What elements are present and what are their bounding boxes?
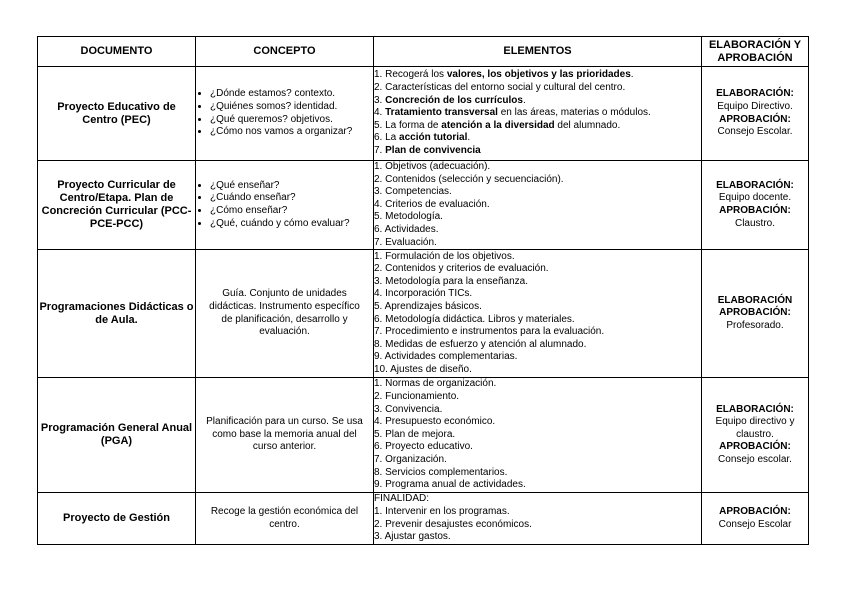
elements-cell [374, 67, 702, 161]
document-name: Programaciones Didácticas o de Aula. [38, 250, 196, 378]
element-item [374, 326, 701, 339]
element-item [374, 107, 701, 120]
concept-cell [196, 67, 374, 161]
concept-item: • ¿Cuándo enseñar? [210, 192, 373, 205]
element-item [374, 378, 701, 391]
element-text: 1. Objetivos (adecuación). [374, 161, 491, 172]
element-item [374, 174, 701, 187]
header-documento: DOCUMENTO [38, 37, 196, 67]
elements-list [374, 506, 701, 544]
element-text: 2. Prevenir desajustes económicos. [374, 518, 532, 530]
elements-list [374, 161, 701, 249]
element-text: en las áreas, materias o módulos. [497, 107, 651, 119]
elements-cell [374, 378, 702, 493]
concept-list [196, 88, 373, 138]
elaboration-value: Consejo Escolar [718, 518, 792, 530]
elaboration-label: APROBACIÓN: [719, 113, 791, 125]
element-text: 7. Organización. [374, 454, 447, 466]
element-text: 1. Normas de organización. [374, 378, 497, 390]
element-text: 2. Funcionamiento. [374, 391, 460, 403]
element-text: 4. Presupuesto económico. [374, 416, 496, 428]
element-text: 5. Metodología. [374, 211, 443, 223]
element-item [374, 531, 701, 544]
element-text: 1. Formulación de los objetivos. [374, 250, 515, 262]
elaboration-label: ELABORACIÓN: [716, 403, 794, 415]
element-item [374, 263, 701, 276]
elaboration-label: APROBACIÓN: [719, 506, 791, 518]
element-text: 8. Medidas de esfuerzo y atención al alumnado. [374, 338, 587, 350]
element-item [374, 301, 701, 314]
header-row [38, 37, 809, 67]
element-item [374, 132, 701, 145]
element-item [374, 314, 701, 327]
element-item [374, 454, 701, 467]
element-text: 2. Contenidos y criterios de evaluación. [374, 263, 549, 275]
element-text: 1. Recogerá los [374, 69, 447, 81]
concept-list [196, 180, 373, 230]
elaboration-cell [702, 378, 809, 493]
element-item [374, 82, 701, 95]
table-row [38, 250, 809, 378]
element-emphasis: acción tutorial [399, 132, 468, 144]
element-text: 10. Ajustes de diseño. [374, 364, 472, 376]
element-text: 3. Metodología para la enseñanza. [374, 275, 528, 287]
element-text: 2. Contenidos (selección y secuenciación). [374, 173, 564, 185]
concept-cell: Recoge la gestión económica del centro. [196, 493, 374, 545]
concept-item: • ¿Qué queremos? objetivos. [210, 114, 373, 127]
document-name: Proyecto Curricular de Centro/Etapa. Plan de Concreción Curricular (PCC-PCE-PCC) [38, 161, 196, 250]
element-text: 4. [374, 107, 386, 119]
concept-item: • ¿Qué enseñar? [210, 180, 373, 193]
table-row [38, 67, 809, 161]
element-text: 6. Proyecto educativo. [374, 441, 473, 453]
elaboration-value: Consejo escolar. [718, 454, 792, 466]
element-item [374, 276, 701, 289]
table-row [38, 493, 809, 545]
element-text: 3. Convivencia. [374, 403, 443, 415]
element-emphasis: atención a la diversidad [441, 119, 555, 131]
element-emphasis: Concreción de los currículos [385, 94, 523, 106]
element-item [374, 199, 701, 212]
concept-item: • ¿Cómo nos vamos a organizar? [210, 126, 373, 139]
elaboration-value: Claustro. [734, 217, 775, 229]
elaboration-cell [702, 161, 809, 250]
elaboration-cell [702, 67, 809, 161]
element-text: 7. Procedimiento e instrumentos para la evaluación. [374, 326, 605, 338]
element-text: 8. Servicios complementarios. [374, 466, 508, 478]
elaboration-label: APROBACIÓN: [719, 441, 791, 453]
elaboration-label: APROBACIÓN: [719, 205, 791, 217]
elements-cell [374, 493, 702, 545]
element-item [374, 339, 701, 352]
elaboration-label: ELABORACIÓN [717, 294, 793, 306]
element-item [374, 211, 701, 224]
element-text: 6. La [374, 132, 400, 144]
element-item [374, 186, 701, 199]
document-name: Proyecto de Gestión [38, 493, 196, 545]
element-item [374, 251, 701, 264]
element-item [374, 391, 701, 404]
element-item [374, 120, 701, 133]
element-text: 6. Metodología didáctica. Libros y materiales. [374, 313, 575, 325]
element-text: 3. Ajustar gastos. [374, 531, 451, 543]
concept-cell: Guía. Conjunto de unidades didácticas. Instrumento específico de planificación, desarrollo y evaluación. [196, 250, 374, 378]
element-item [374, 467, 701, 480]
element-item [374, 161, 701, 174]
element-item [374, 288, 701, 301]
element-text: 9. Actividades complementarias. [374, 351, 518, 363]
header-elementos: ELEMENTOS [374, 37, 702, 67]
element-item [374, 95, 701, 108]
element-item [374, 364, 701, 377]
element-item [374, 224, 701, 237]
document-name: Programación General Anual (PGA) [38, 378, 196, 493]
elaboration-value: Profesorado. [726, 319, 784, 331]
element-text: . [630, 69, 634, 81]
element-text: 5. La forma de [374, 119, 442, 131]
elements-list [374, 251, 701, 377]
elaboration-value: Equipo Directivo. [717, 100, 793, 112]
element-text: 4. Incorporación TICs. [374, 288, 473, 300]
elements-list [374, 378, 701, 491]
element-item [374, 429, 701, 442]
element-emphasis: Tratamiento transversal [385, 107, 498, 119]
element-text: 9. Programa anual de actividades. [374, 479, 526, 491]
document-name: Proyecto Educativo de Centro (PEC) [38, 67, 196, 161]
elements-title: FINALIDAD: [374, 493, 430, 505]
element-item [374, 237, 701, 250]
elaboration-value: Consejo Escolar. [717, 126, 793, 138]
concept-item: • ¿Qué, cuándo y cómo evaluar? [210, 218, 373, 231]
element-item [374, 441, 701, 454]
element-item [374, 519, 701, 532]
element-item [374, 351, 701, 364]
element-text: 5. Aprendizajes básicos. [374, 301, 482, 313]
element-text: del alumnado. [554, 119, 621, 131]
elaboration-cell [702, 493, 809, 545]
concept-cell: Planificación para un curso. Se usa como base la memoria anual del curso anterior. [196, 378, 374, 493]
header-elaboracion: ELABORACIÓN Y APROBACIÓN [702, 37, 809, 67]
element-text: 6. Actividades. [374, 223, 439, 235]
element-text: 7. [374, 144, 386, 156]
elaboration-value: Equipo directivo y claustro. [715, 416, 795, 440]
elaboration-cell [702, 250, 809, 378]
element-item [374, 416, 701, 429]
concept-item: • ¿Dónde estamos? contexto. [210, 88, 373, 101]
elaboration-value: Equipo docente. [718, 192, 792, 204]
element-text: 3. Competencias. [374, 186, 452, 198]
element-item [374, 404, 701, 417]
element-text: 7. Evaluación. [374, 236, 437, 248]
element-item [374, 145, 701, 158]
concept-item: • ¿Quiénes somos? identidad. [210, 101, 373, 114]
element-item [374, 479, 701, 492]
elaboration-label: ELABORACIÓN: [716, 179, 794, 191]
table-row [38, 161, 809, 250]
header-concepto: CONCEPTO [196, 37, 374, 67]
element-item [374, 69, 701, 82]
elements-list [374, 69, 701, 157]
element-text: 3. [374, 94, 386, 106]
elaboration-label: ELABORACIÓN: [716, 88, 794, 100]
element-emphasis: valores, los objetivos y las prioridades [446, 69, 631, 81]
elements-cell [374, 250, 702, 378]
element-text: . [522, 94, 526, 106]
element-item [374, 506, 701, 519]
concept-cell [196, 161, 374, 250]
element-text: 2. Características del entorno social y cultural del centro. [374, 82, 626, 94]
element-text: 1. Intervenir en los programas. [374, 506, 510, 518]
element-text: . [467, 132, 471, 144]
concept-item: • ¿Cómo enseñar? [210, 205, 373, 218]
elements-cell [374, 161, 702, 250]
table-row [38, 378, 809, 493]
elaboration-label: APROBACIÓN: [719, 307, 791, 319]
element-emphasis: Plan de convivencia [385, 144, 481, 156]
element-text: 5. Plan de mejora. [374, 428, 456, 440]
document-table [37, 36, 809, 545]
element-text: 4. Criterios de evaluación. [374, 198, 490, 210]
